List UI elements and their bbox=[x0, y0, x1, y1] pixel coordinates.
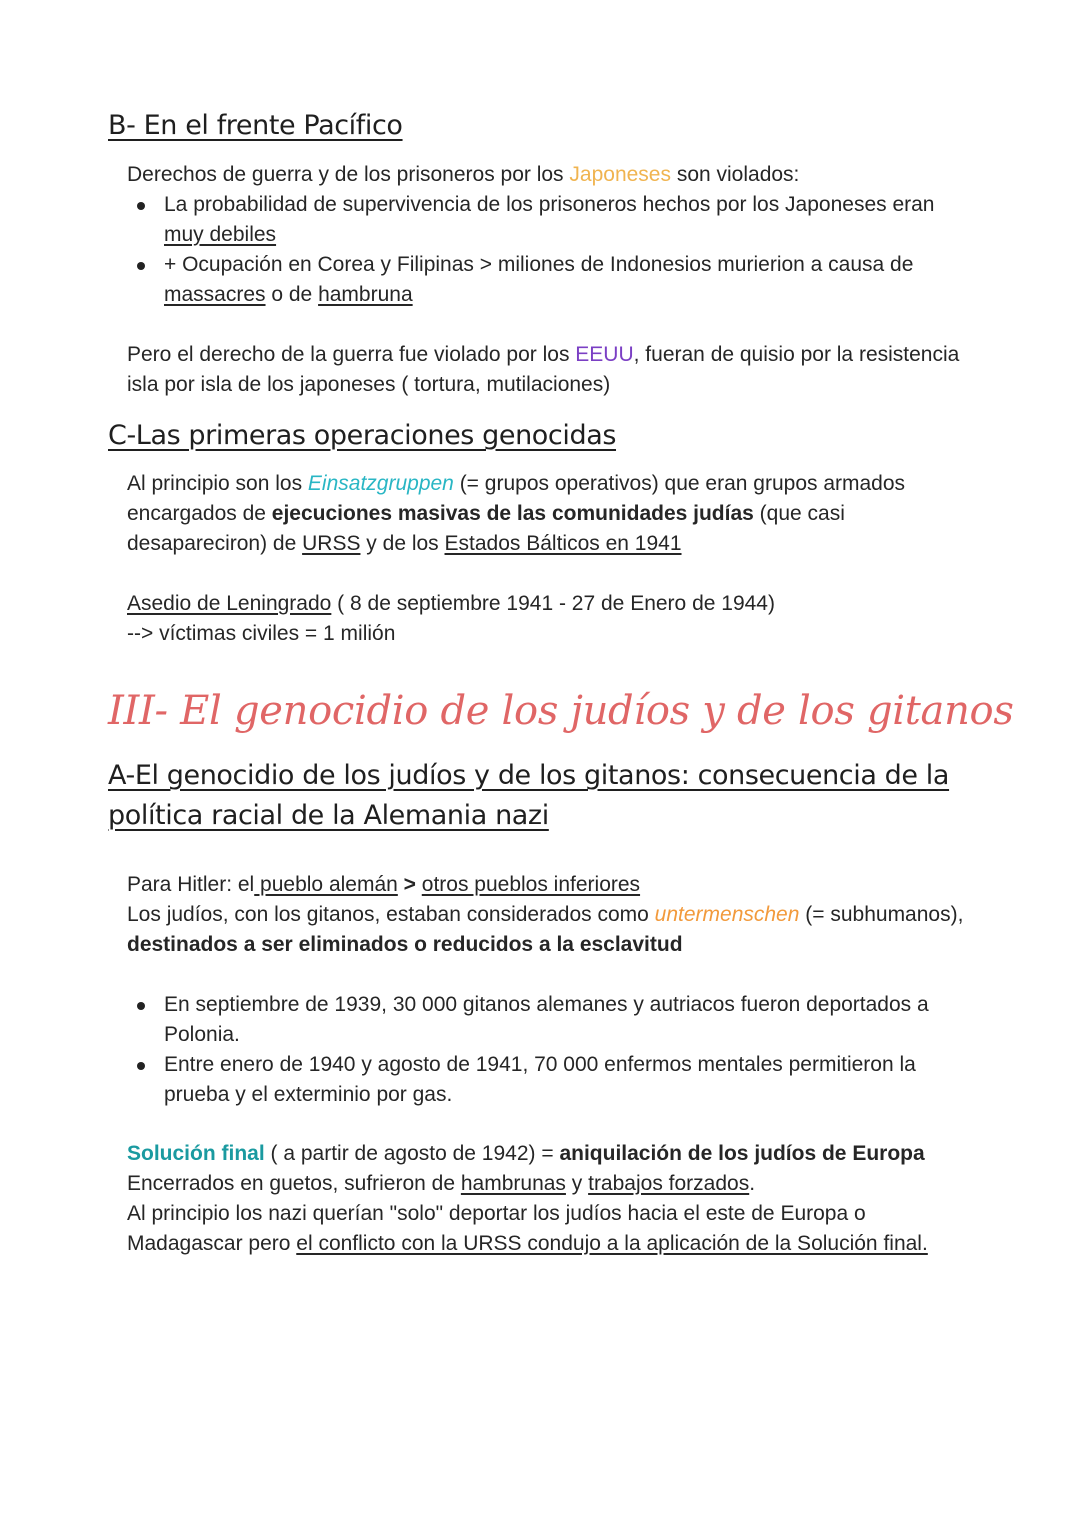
solucion-final-highlight: Solución final bbox=[127, 1142, 265, 1165]
list-item: En septiembre de 1939, 30 000 gitanos alemanes y autriacos fueron deportados a Polonia. bbox=[164, 990, 977, 1050]
section-c-paragraph-2: Asedio de Leningrado ( 8 de septiembre 1941 - 27 de Enero de 1944) --> víctimas civiles = 1 milión bbox=[127, 592, 775, 645]
section-b-body bbox=[127, 160, 977, 310]
japoneses-highlight: Japoneses bbox=[569, 163, 671, 186]
list-item: La probabilidad de supervivencia de los prisoneros hechos por los Japoneses eran muy debiles bbox=[164, 190, 977, 250]
untermenschen-highlight: untermenschen bbox=[654, 903, 800, 926]
section-a-paragraph-2: Solución final ( a partir de agosto de 1942) = aniquilación de los judíos de Europa Encerrados en guetos, sufrieron de hambrunas y trabajos forzados. Al principio los nazi querían "solo" deportar los judíos hacia el este de Europa o Madagascar pero el conflicto con la URSS condujo a la aplicación de la Solución final. bbox=[127, 1142, 928, 1255]
einsatzgruppen-highlight: Einsatzgruppen bbox=[307, 472, 454, 495]
section-b-bullets bbox=[127, 190, 977, 310]
eeuu-highlight: EEUU bbox=[575, 343, 634, 366]
section-b-paragraph: Pero el derecho de la guerra fue violado por los EEUU, fueran de quisio por la resistencia isla por isla de los japoneses ( tortura, mutilaciones) bbox=[127, 343, 960, 396]
section-a-title: A-El genocidio de los judíos y de los gitanos: consecuencia de la política racial de la Alemania nazi bbox=[108, 760, 950, 831]
section-a-bullets-block bbox=[127, 990, 977, 1110]
list-item: + Ocupación en Corea y Filipinas > miliones de Indonesios murierion a causa de massacres o de hambruna bbox=[164, 250, 977, 310]
section-a-bullets bbox=[127, 990, 977, 1110]
list-item: Entre enero de 1940 y agosto de 1941, 70 000 enfermos mentales permitieron la prueba y el exterminio por gas. bbox=[164, 1050, 977, 1110]
section-b-intro: Derechos de guerra y de los prisoneros por los Japoneses son violados: bbox=[127, 163, 800, 186]
section-c-paragraph-1: Al principio son los Einsatzgruppen (= grupos operativos) que eran grupos armados encargados de ejecuciones masivas de las comunidades judías (que casi desapareciron) de URSS y de los Estados Bálticos en 1941 bbox=[127, 472, 906, 555]
section-a-paragraph-1: Para Hitler: el pueblo alemán > otros pueblos inferiores Los judíos, con los gitanos, estaban considerados como untermenschen (= subhumanos), destinados a ser eliminados o reducidos a la esclavitud bbox=[127, 873, 964, 956]
section-b-title: B- En el frente Pacífico bbox=[108, 110, 403, 141]
section-iii-title: III- El genocidio de los judíos y de los gitanos bbox=[108, 688, 1014, 734]
section-c-title: C-Las primeras operaciones genocidas bbox=[108, 420, 617, 451]
